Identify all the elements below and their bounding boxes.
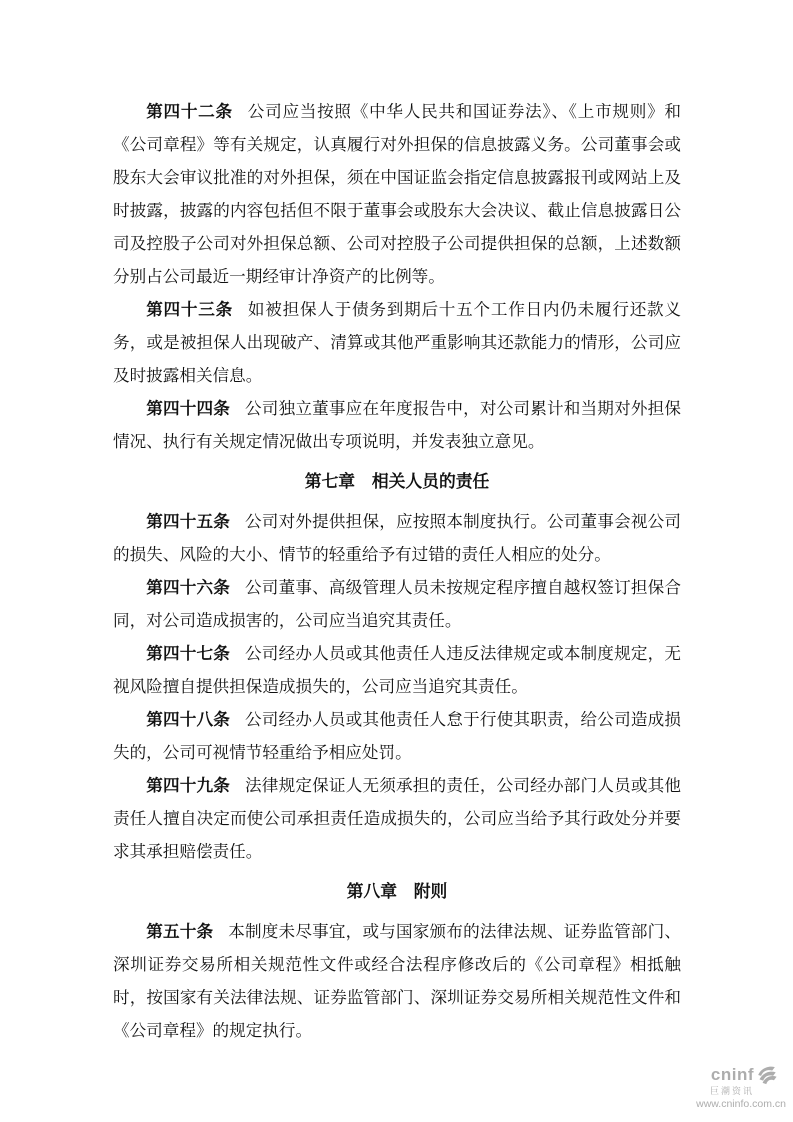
article-42-number: 第四十二条	[146, 102, 233, 121]
cninfo-logo-text: cninf	[710, 1064, 754, 1084]
article-49-number: 第四十九条	[146, 776, 231, 795]
article-42-paragraph	[113, 95, 681, 293]
document-page	[113, 95, 681, 1047]
article-45-text: 公司对外提供担保，应按照本制度执行。公司董事会视公司的损失、风险的大小、情节的轻重给予有过错的责任人相应的处分。	[113, 512, 682, 564]
chapter-7-heading: 第七章 相关人员的责任	[304, 472, 490, 491]
article-46-number: 第四十六条	[146, 578, 231, 597]
article-42-text: 公司应当按照《中华人民共和国证券法》、《上市规则》和《公司章程》等有关规定，认真履行对外担保的信息披露义务。公司董事会或股东大会审议批准的对外担保，须在中国证监会指定信息披露报刊或网站上及时披露，披露的内容包括但不限于董事会或股东大会决议、截止信息披露日公司及控股子公司对外担保总额、公司对控股子公司提供担保的总额，上述数额分别占公司最近一期经审计净资产的比例等。	[113, 102, 682, 286]
article-47-paragraph	[113, 637, 681, 703]
article-50-number: 第五十条	[146, 922, 214, 941]
article-44-paragraph	[113, 392, 681, 458]
article-44-number: 第四十四条	[146, 399, 231, 418]
article-48-text: 公司经办人员或其他责任人怠于行使其职责，给公司造成损失的，公司可视情节轻重给予相应处罚。	[113, 710, 682, 762]
article-50-text: 本制度未尽事宜，或与国家颁布的法律法规、证券监管部门、深圳证券交易所相关规范性文件或经合法程序修改后的《公司章程》相抵触时，按国家有关法律法规、证券监管部门、深圳证券交易所相关规范性文件和《公司章程》的规定执行。	[113, 922, 682, 1040]
article-47-number: 第四十七条	[146, 644, 231, 663]
cninfo-logo-row	[678, 1064, 788, 1085]
cninfo-swirl-icon	[756, 1064, 777, 1085]
cninfo-url: www.cninfo.com.cn	[696, 1097, 786, 1110]
cninfo-watermark	[678, 1064, 788, 1110]
article-49-text: 法律规定保证人无须承担的责任，公司经办部门人员或其他责任人擅自决定而使公司承担责任造成损失的，公司应当给予其行政处分并要求其承担赔偿责任。	[113, 776, 682, 861]
article-50-paragraph	[113, 915, 681, 1047]
cninfo-logo-cn: 巨潮资讯	[709, 1085, 754, 1096]
article-45-number: 第四十五条	[146, 512, 231, 531]
article-43-number: 第四十三条	[146, 300, 233, 319]
article-48-number: 第四十八条	[146, 710, 231, 729]
chapter-8-heading: 第八章 附则	[346, 882, 448, 901]
article-45-paragraph	[113, 505, 681, 571]
article-47-text: 公司经办人员或其他责任人违反法律规定或本制度规定，无视风险擅自提供担保造成损失的，公司应当追究其责任。	[113, 644, 682, 696]
article-49-paragraph	[113, 769, 681, 868]
article-48-paragraph	[113, 703, 681, 769]
article-46-paragraph	[113, 571, 681, 637]
article-43-paragraph	[113, 293, 681, 392]
article-46-text: 公司董事、高级管理人员未按规定程序擅自越权签订担保合同，对公司造成损害的，公司应当追究其责任。	[113, 578, 682, 630]
article-44-text: 公司独立董事应在年度报告中，对公司累计和当期对外担保情况、执行有关规定情况做出专项说明，并发表独立意见。	[113, 399, 682, 451]
article-43-text: 如被担保人于债务到期后十五个工作日内仍未履行还款义务，或是被担保人出现破产、清算或其他严重影响其还款能力的情形，公司应及时披露相关信息。	[113, 300, 682, 385]
